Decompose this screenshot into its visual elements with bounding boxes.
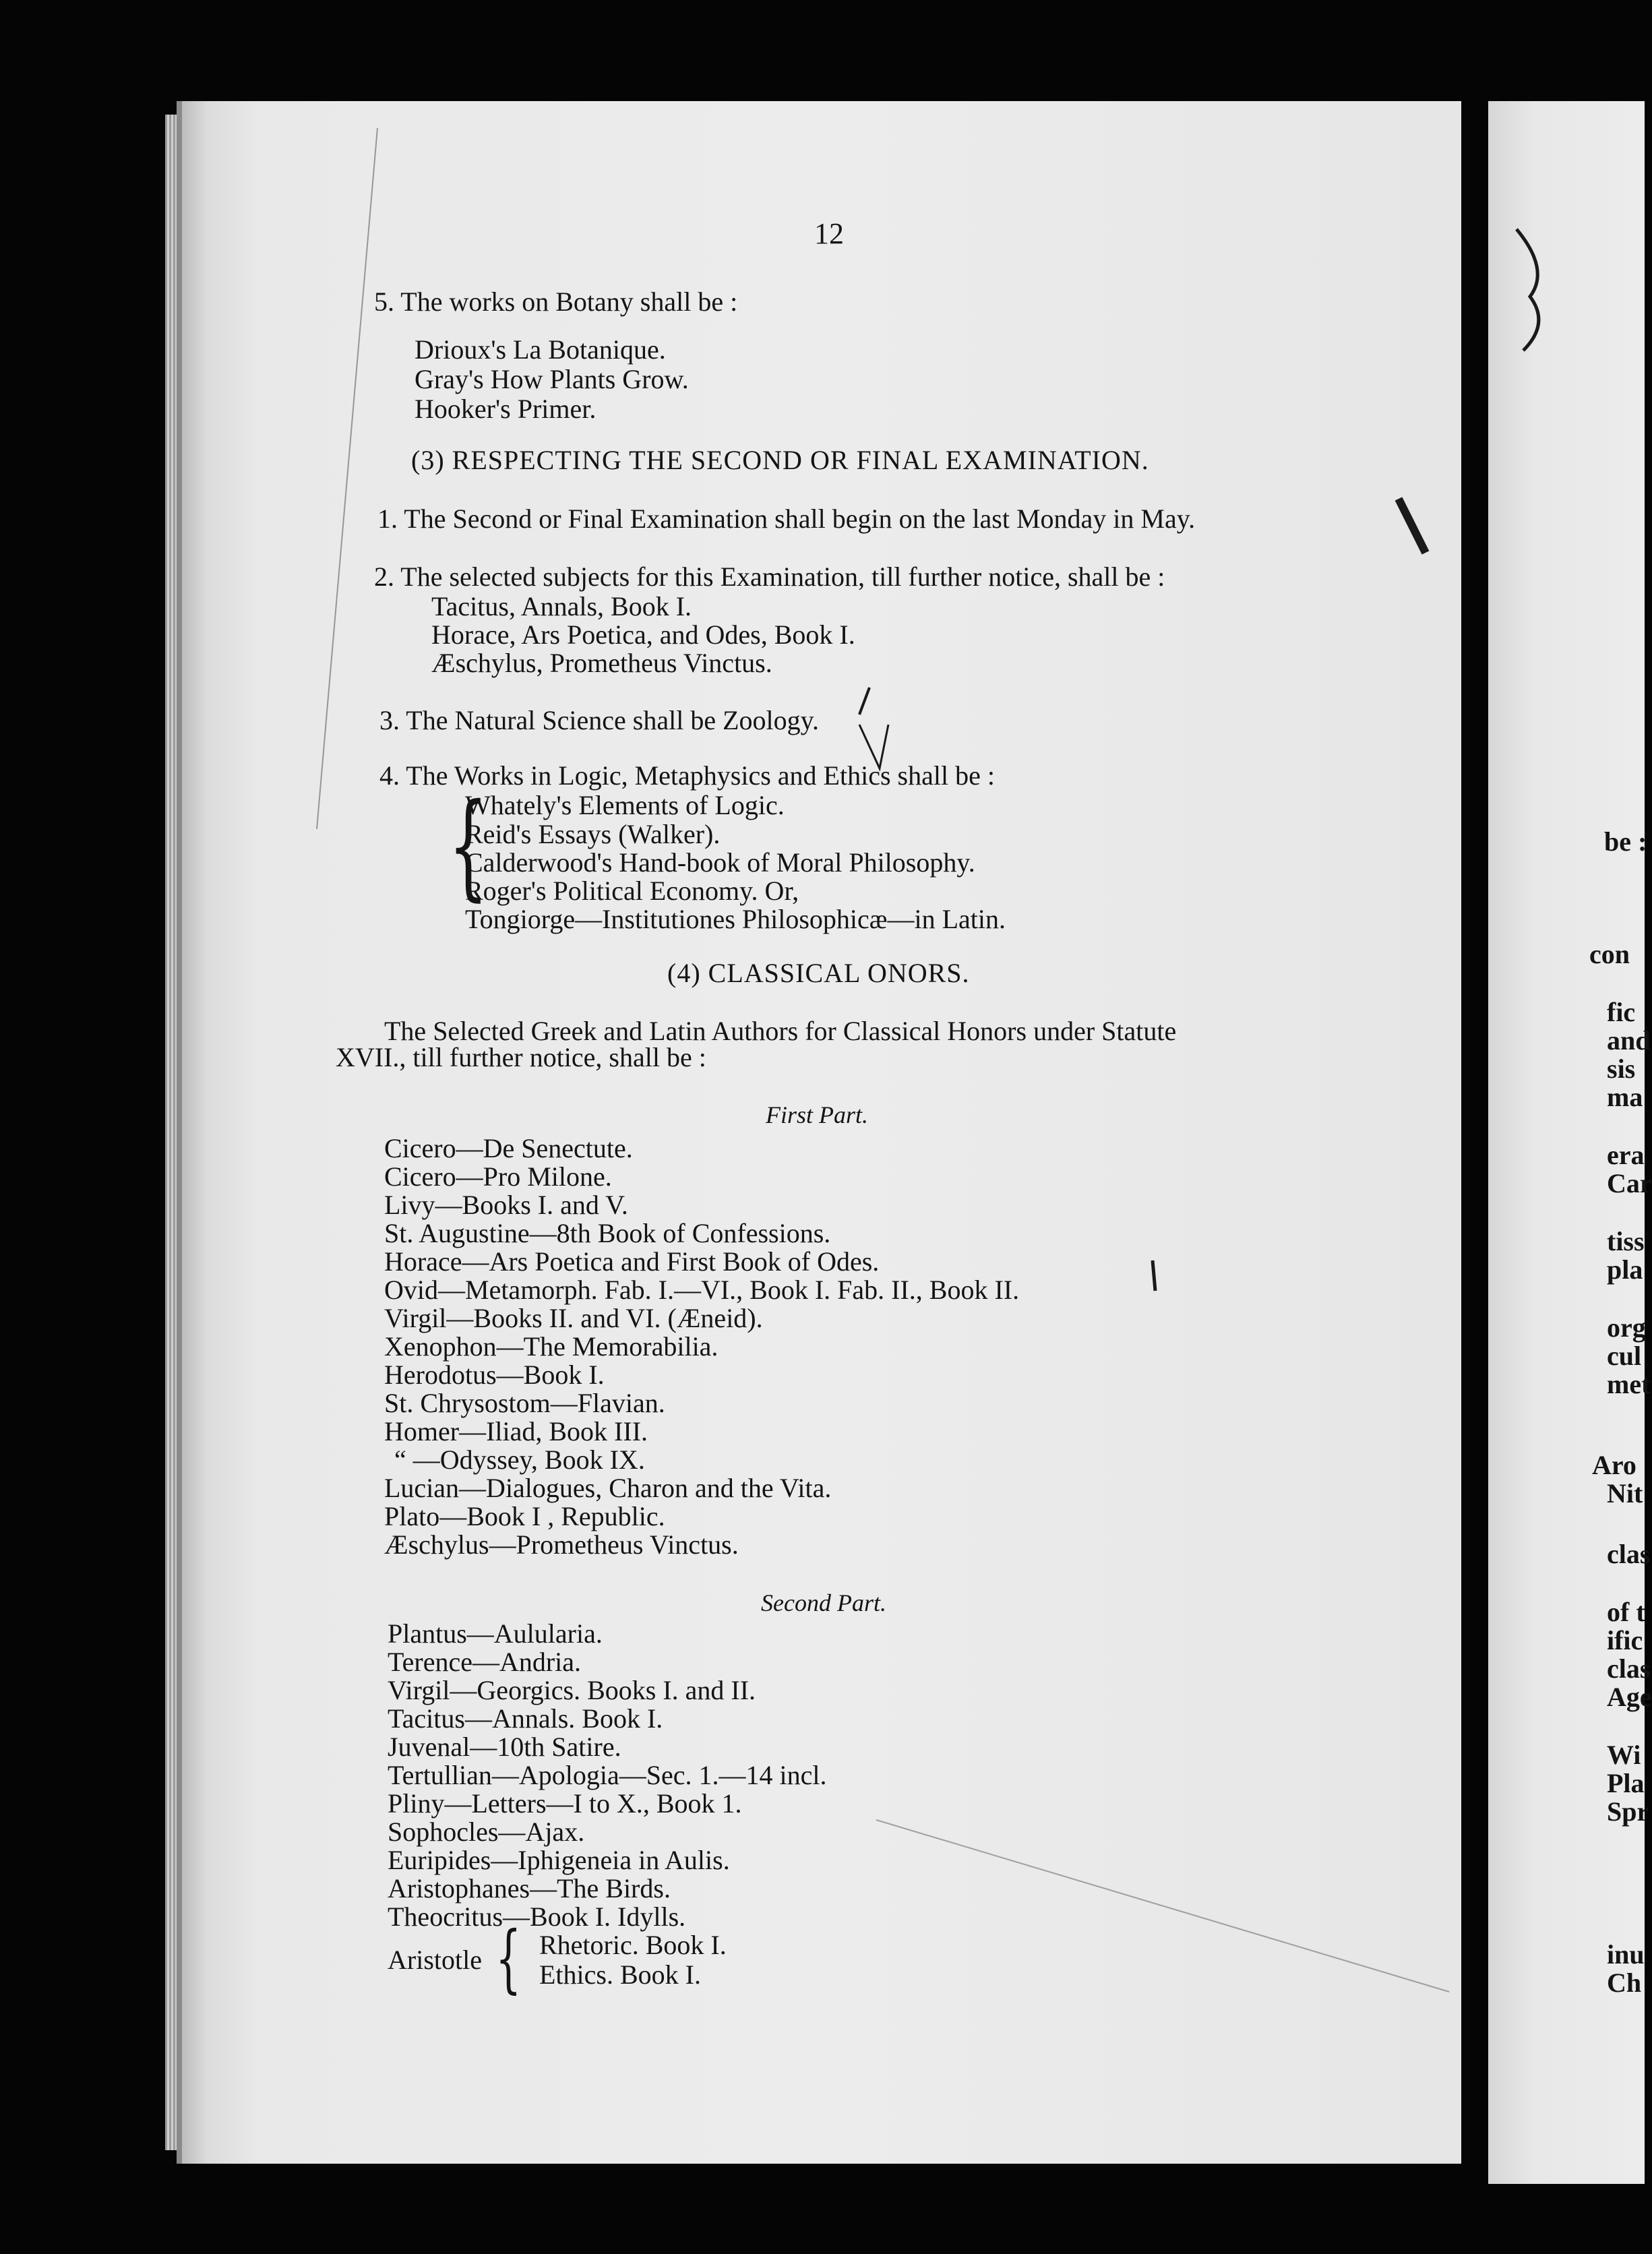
first-part-title: First Part. xyxy=(765,1101,869,1128)
second-part-author: Aristophanes—The Birds. xyxy=(388,1873,671,1903)
classical-intro-line-1: The Selected Greek and Latin Authors for Classical Honors under Statute xyxy=(384,1016,1177,1046)
right-page-fragment: cul xyxy=(1607,1341,1642,1371)
botany-book: Hooker's Primer. xyxy=(415,394,596,424)
second-part-author: Pliny—Letters—I to X., Book 1. xyxy=(388,1788,742,1819)
right-page-fragment: of t xyxy=(1607,1597,1645,1627)
page-number: 12 xyxy=(814,217,844,250)
final-exam-item-4: 4. The Works in Logic, Metaphysics and Ethics shall be : xyxy=(379,760,995,791)
first-part-author: Homer—Iliad, Book III. xyxy=(384,1416,648,1446)
second-part-author: Euripides—Iphigeneia in Aulis. xyxy=(388,1845,730,1875)
first-part-author: Herodotus—Book I. xyxy=(384,1360,605,1390)
first-part-author: “ —Odyssey, Book IX. xyxy=(394,1444,645,1475)
right-page-fragment: ific xyxy=(1607,1625,1643,1655)
logic-work: Whately's Elements of Logic. xyxy=(465,790,785,820)
right-page-fragment: clas xyxy=(1607,1653,1651,1684)
right-page-fragment: be : xyxy=(1604,826,1647,857)
botany-book: Drioux's La Botanique. xyxy=(415,334,666,365)
aristotle-label: Aristotle xyxy=(388,1945,482,1975)
right-page-fragment: Pla xyxy=(1607,1768,1645,1798)
right-page-fragment: sis xyxy=(1607,1054,1636,1084)
final-exam-heading: (3) RESPECTING THE SECOND OR FINAL EXAMINATION. xyxy=(411,445,1149,475)
aristotle-work: Ethics. Book I. xyxy=(539,1959,701,1990)
second-part-title: Second Part. xyxy=(761,1589,886,1616)
logic-work: Roger's Political Economy. Or, xyxy=(465,876,799,906)
right-page-fragment: inu xyxy=(1607,1939,1645,1970)
right-page-fragment: ma xyxy=(1607,1082,1643,1112)
right-page-fragment: fic xyxy=(1607,997,1636,1027)
right-page-fragment: Wi xyxy=(1607,1740,1641,1770)
first-part-author: St. Augustine—8th Book of Confessions. xyxy=(384,1218,831,1248)
right-page-fragment: era xyxy=(1607,1140,1645,1170)
classical-intro-line-2: XVII., till further notice, shall be : xyxy=(336,1042,706,1072)
first-part-author: Lucian—Dialogues, Charon and the Vita. xyxy=(384,1473,832,1503)
first-part-author: Cicero—De Senectute. xyxy=(384,1133,633,1163)
second-part-author: Virgil—Georgics. Books I. and II. xyxy=(388,1675,756,1705)
final-exam-item-2: 2. The selected subjects for this Examination, till further notice, shall be : xyxy=(374,561,1165,592)
first-part-author: Horace—Ars Poetica and First Book of Odes. xyxy=(384,1246,880,1277)
right-page-fragment: met xyxy=(1607,1369,1651,1399)
logic-work: Calderwood's Hand-book of Moral Philosophy. xyxy=(465,847,975,878)
exam-subject: Horace, Ars Poetica, and Odes, Book I. xyxy=(431,619,855,650)
first-part-author: Cicero—Pro Milone. xyxy=(384,1161,612,1192)
final-exam-item-3: 3. The Natural Science shall be Zoology. xyxy=(379,705,820,735)
botany-intro: 5. The works on Botany shall be : xyxy=(374,286,738,317)
second-part-author: Terence—Andria. xyxy=(388,1647,582,1677)
right-page-fragment: Age xyxy=(1607,1682,1652,1712)
first-part-author: Livy—Books I. and V. xyxy=(384,1190,628,1220)
right-page-fragment: org xyxy=(1607,1312,1646,1343)
right-page-fragment: and xyxy=(1607,1025,1651,1056)
second-part-author: Tertullian—Apologia—Sec. 1.—14 incl. xyxy=(388,1760,827,1790)
second-part-author: Theocritus—Book I. Idylls. xyxy=(388,1901,686,1932)
first-part-author: Æschylus—Prometheus Vinctus. xyxy=(384,1529,739,1560)
first-part-author: Plato—Book I , Republic. xyxy=(384,1501,665,1531)
second-part-author: Tacitus—Annals. Book I. xyxy=(388,1703,663,1734)
right-page-fragment: con xyxy=(1589,939,1630,969)
aristotle-work: Rhetoric. Book I. xyxy=(539,1930,727,1960)
first-part-author: Xenophon—The Memorabilia. xyxy=(384,1331,718,1362)
right-page-fragment: Aro xyxy=(1592,1450,1636,1480)
botany-book: Gray's How Plants Grow. xyxy=(415,364,689,394)
logic-works-brace: { xyxy=(448,779,489,913)
right-page-fragment: Car xyxy=(1607,1168,1652,1198)
exam-subject: Tacitus, Annals, Book I. xyxy=(431,591,692,621)
first-part-author: Virgil—Books II. and VI. (Æneid). xyxy=(384,1303,763,1333)
aristotle-brace: { xyxy=(495,1915,522,2001)
right-page-fragment: pla xyxy=(1607,1254,1643,1285)
first-part-author: St. Chrysostom—Flavian. xyxy=(384,1388,665,1418)
logic-work: Reid's Essays (Walker). xyxy=(465,819,721,849)
classical-heading: (4) CLASSICAL ONORS. xyxy=(667,958,970,988)
right-page-fragment: clas xyxy=(1607,1539,1651,1569)
second-part-author: Juvenal—10th Satire. xyxy=(388,1732,621,1762)
logic-work: Tongiorge—Institutiones Philosophicæ—in Latin. xyxy=(465,904,1006,934)
right-page-fragment: Ch xyxy=(1607,1968,1642,1998)
right-page-fragment: tiss xyxy=(1607,1226,1645,1256)
exam-subject: Æschylus, Prometheus Vinctus. xyxy=(431,648,772,678)
right-page-fragment: Nit xyxy=(1607,1478,1643,1509)
first-part-author: Ovid—Metamorph. Fab. I.—VI., Book I. Fab. II., Book II. xyxy=(384,1275,1020,1305)
final-exam-item-1: 1. The Second or Final Examination shall begin on the last Monday in May. xyxy=(377,504,1196,534)
second-part-author: Plantus—Aulularia. xyxy=(388,1618,603,1649)
right-page-fragment: Spr xyxy=(1607,1796,1649,1827)
second-part-author: Sophocles—Ajax. xyxy=(388,1817,585,1847)
